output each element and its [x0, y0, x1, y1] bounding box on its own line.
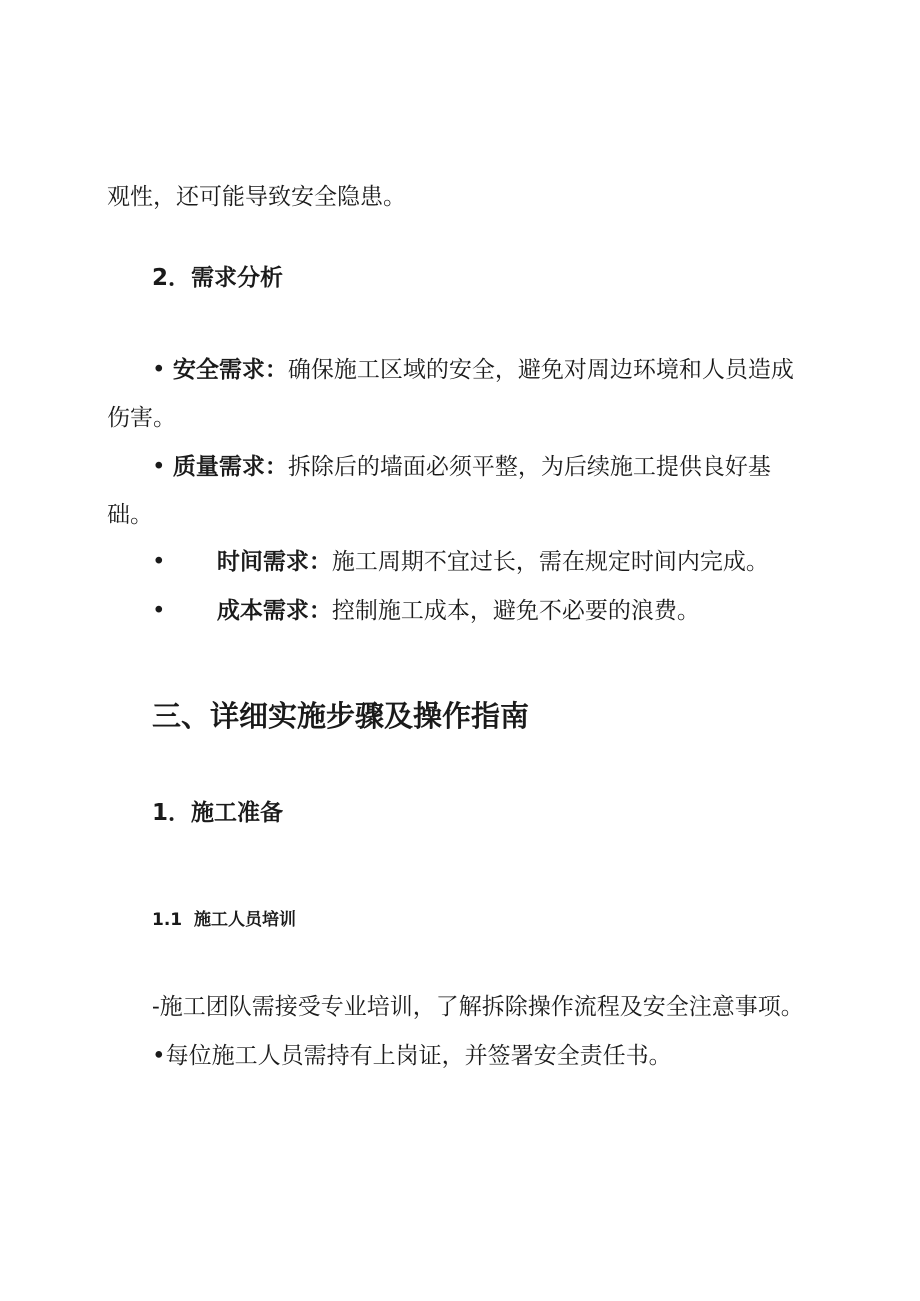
- section-heading-requirements: 2．需求分析: [152, 265, 284, 291]
- bullet-icon: •: [152, 357, 166, 383]
- list-item: [152, 452, 771, 482]
- training-line: -施工团队需接受专业培训，了解拆除操作流程及安全注意事项。: [152, 994, 804, 1020]
- requirement-continuation: 础。: [107, 502, 153, 528]
- bullet-icon: •: [152, 454, 166, 480]
- requirement-continuation: 伤害。: [107, 405, 176, 431]
- requirement-term: 质量需求：: [172, 454, 288, 480]
- requirement-text: 施工周期不宜过长，需在规定时间内完成。: [331, 549, 769, 575]
- list-item: [152, 547, 769, 577]
- paragraph-continuation: 观性，还可能导致安全隐患。: [107, 184, 406, 210]
- requirement-text: 控制施工成本，避免不必要的浪费。: [331, 598, 700, 624]
- requirement-text: 拆除后的墙面必须平整，为后续施工提供良好基: [287, 454, 771, 480]
- list-item: [152, 355, 794, 385]
- requirement-term: 安全需求：: [172, 357, 288, 383]
- bullet-icon: •: [152, 549, 166, 575]
- requirement-term: 成本需求：: [216, 598, 332, 624]
- training-line: •每位施工人员需持有上岗证，并签署安全责任书。: [152, 1043, 672, 1069]
- chapter-heading: 三、详细实施步骤及操作指南: [152, 699, 530, 733]
- requirement-text: 确保施工区域的安全，避免对周边环境和人员造成: [287, 357, 794, 383]
- subsection-heading-training: 1.1 施工人员培训: [152, 910, 296, 930]
- list-item: [152, 596, 700, 626]
- requirement-term: 时间需求：: [216, 549, 332, 575]
- section-heading-preparation: 1．施工准备: [152, 800, 284, 826]
- bullet-icon: •: [152, 598, 166, 624]
